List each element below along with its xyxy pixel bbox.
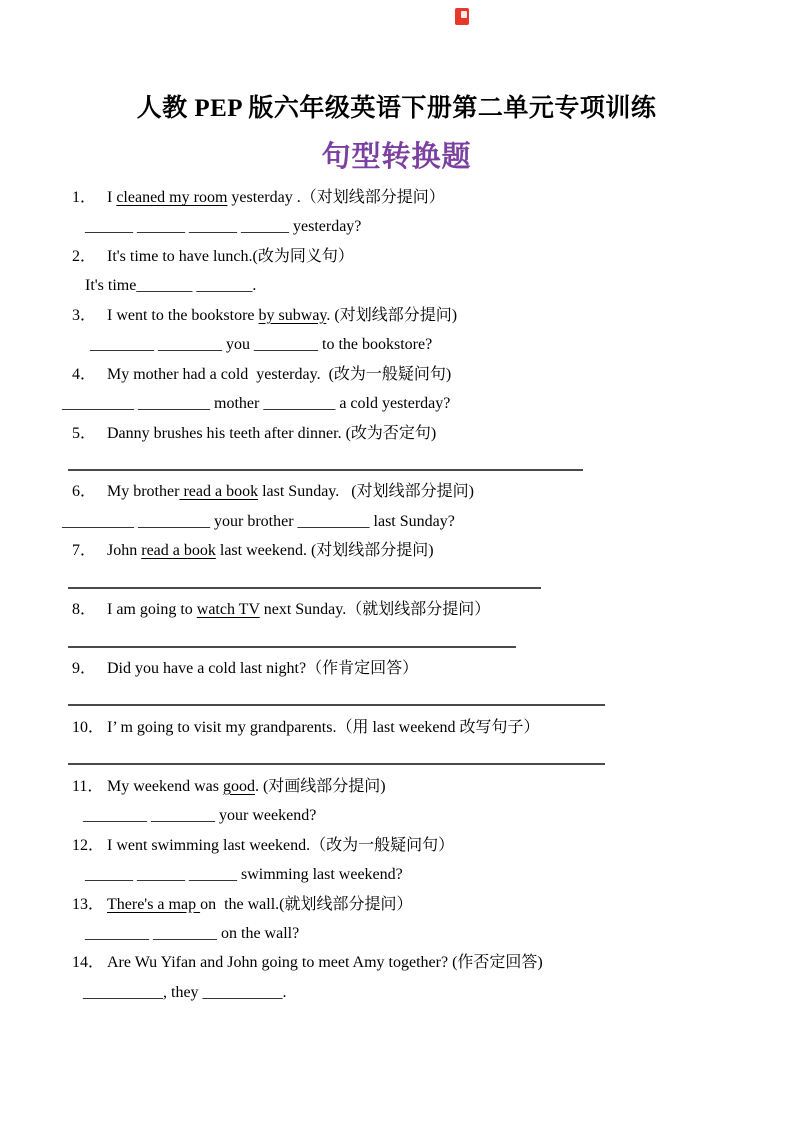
question-number: 6． — [72, 483, 97, 501]
answer-line — [90, 330, 752, 359]
question-text: Danny brushes his teeth after dinner. (改为否定句) — [107, 424, 437, 442]
answer-blank-text: ________ ________ you ________ to the bookstore? — [90, 336, 433, 354]
question-line — [72, 301, 752, 330]
worksheet-title: 人教 PEP 版六年级英语下册第二单元专项训练 — [136, 95, 657, 122]
underlined-phrase: good — [222, 777, 255, 795]
underlined-phrase: watch TV — [196, 601, 260, 619]
question-text: on the wall.(就划线部分提问） — [200, 895, 413, 913]
answer-blank-text: It's time_______ _______. — [85, 277, 257, 295]
answer-blank-rule — [68, 566, 541, 589]
answer-line — [68, 566, 752, 595]
answer-blank-text: __________, they __________. — [83, 983, 287, 1001]
question-text: I went to the bookstore — [107, 306, 259, 324]
question-text: . (对划线部分提问) — [326, 306, 458, 324]
question-line — [72, 477, 752, 506]
answer-line — [68, 742, 752, 771]
question-number: 5． — [72, 424, 97, 442]
question-text: I’ m going to visit my grandparents.（用 last weekend 改写句子） — [107, 718, 540, 736]
question-number: 1． — [72, 189, 97, 206]
question-text: last weekend. (对划线部分提问) — [215, 542, 434, 560]
answer-blank-text: _________ _________ your brother _________ last Sunday? — [62, 512, 455, 530]
question-text: Did you have a cold last night?（作肯定回答） — [107, 660, 419, 677]
question-text: next Sunday.（就划线部分提问） — [259, 601, 491, 619]
question-line — [72, 772, 752, 801]
question-number: 9． — [72, 660, 97, 677]
question-text: I am going to — [107, 601, 197, 619]
question-number: 13． — [72, 895, 105, 913]
question-text: last Sunday. (对划线部分提问) — [258, 483, 474, 501]
question-line — [72, 536, 752, 565]
question-line — [72, 713, 752, 742]
question-line — [72, 595, 752, 624]
question-line — [72, 948, 752, 977]
question-text: John — [107, 542, 142, 560]
questions — [62, 183, 752, 1007]
question-number: 3． — [72, 306, 97, 324]
underlined-phrase: cleaned my room — [116, 189, 228, 206]
answer-blank-text: ________ ________ on the wall? — [85, 924, 300, 942]
question-text: My weekend was — [107, 777, 223, 795]
red-doc-icon — [455, 8, 469, 25]
question-number: 12． — [72, 836, 105, 854]
question-line — [72, 242, 752, 271]
question-number: 4． — [72, 365, 97, 383]
answer-line — [85, 919, 752, 948]
answer-blank-text: ______ ______ ______ swimming last weekend? — [85, 866, 403, 884]
answer-line — [62, 507, 752, 536]
question-text: yesterday .（对划线部分提问） — [227, 189, 445, 206]
question-text: It's time to have lunch.(改为同义句） — [107, 247, 354, 265]
question-number: 14． — [72, 954, 105, 972]
answer-line — [62, 389, 752, 418]
answer-line — [68, 625, 752, 654]
answer-blank-rule — [68, 683, 605, 706]
question-text: . (对画线部分提问) — [254, 777, 386, 795]
answer-line — [68, 448, 752, 477]
question-text: I went swimming last weekend.（改为一般疑问句） — [107, 836, 455, 854]
underlined-phrase: read a book — [179, 483, 259, 501]
question-text: My mother had a cold yesterday. (改为一般疑问句) — [107, 365, 452, 383]
question-number: 7． — [72, 542, 97, 560]
answer-line — [85, 212, 752, 241]
answer-blank-rule — [68, 448, 583, 471]
question-line — [72, 890, 752, 919]
worksheet-subtitle: 句型转换题 — [321, 141, 472, 173]
question-number: 10． — [72, 718, 105, 736]
answer-blank-rule — [68, 742, 605, 765]
underlined-phrase: read a book — [141, 542, 216, 560]
question-line — [72, 831, 752, 860]
question-line — [72, 419, 752, 448]
question-number: 8． — [72, 601, 97, 619]
answer-line — [85, 271, 752, 300]
question-line — [72, 360, 752, 389]
question-text: My brother — [107, 483, 180, 501]
question-number: 11． — [72, 777, 104, 795]
answer-line — [68, 683, 752, 712]
underlined-phrase: by subway — [258, 306, 327, 324]
answer-line — [85, 860, 752, 889]
question-line — [72, 183, 752, 212]
answer-line — [83, 801, 752, 830]
question-number: 2． — [72, 247, 97, 265]
answer-blank-text: ______ ______ ______ ______ yesterday? — [85, 218, 362, 236]
answer-line — [83, 978, 752, 1007]
question-text: Are Wu Yifan and John going to meet Amy together? (作否定回答) — [107, 954, 543, 972]
answer-blank-rule — [68, 625, 516, 648]
question-line — [72, 654, 752, 683]
answer-blank-text: _________ _________ mother _________ a cold yesterday? — [62, 395, 451, 413]
underlined-phrase: There's a map — [107, 895, 201, 913]
answer-blank-text: ________ ________ your weekend? — [83, 807, 317, 825]
question-text: I — [107, 189, 117, 206]
